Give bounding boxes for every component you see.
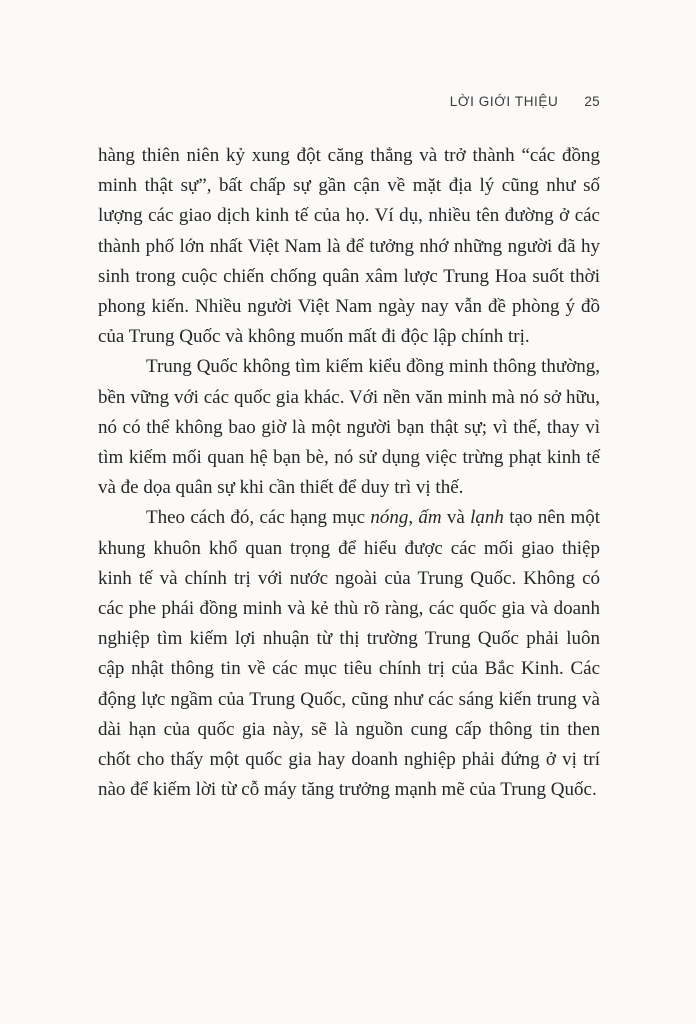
term-lanh: lạnh	[470, 507, 504, 529]
term-am: ấm	[418, 507, 442, 529]
paragraph-3-text-2: tạo nên một khung khuôn khổ quan trọng để hiểu được các mối giao thiệp kinh tế và chính trị với nước ngoài của Trung Quốc. Không có các phe phái đồng minh và kẻ thù rõ ràng, các quốc gia và doanh nghiệp tìm kiếm lợi nhuận từ thị trường Trung Quốc phải luôn cập nhật thông tin về các mục tiêu chính trị của Bắc Kinh. Các động lực ngầm của Trung Quốc, cũng như các sáng kiến trung và dài hạn của quốc gia này, sẽ là nguồn cung cấp thông tin then chốt cho thấy một quốc gia hay doanh nghiệp phải đứng ở vị trí nào để kiếm lời từ cỗ máy tăng trưởng mạnh mẽ của Trung Quốc.	[98, 507, 600, 801]
paragraph-3-sep-2: và	[441, 507, 471, 529]
paragraph-3	[98, 503, 600, 805]
page-number: 25	[584, 94, 600, 109]
page-body	[98, 141, 600, 805]
running-title: LỜI GIỚI THIỆU	[449, 94, 559, 109]
paragraph-2: Trung Quốc không tìm kiếm kiểu đồng minh thông thường, bền vững với các quốc gia khác. Với nền văn minh mà nó sở hữu, nó có thể không bao giờ là một người bạn thật sự; vì thế, thay vì tìm kiếm mối quan hệ bạn bè, nó sử dụng việc trừng phạt kinh tế và đe dọa quân sự khi cần thiết để duy trì vị thế.	[98, 356, 600, 499]
paragraph-3-sep-1: ,	[408, 507, 419, 529]
paragraph-1: hàng thiên niên kỷ xung đột căng thẳng và trở thành “các đồng minh thật sự”, bất chấp sự gần cận về mặt địa lý cũng như số lượng các giao dịch kinh tế của họ. Ví dụ, nhiều tên đường ở các thành phố lớn nhất Việt Nam là để tưởng nhớ những người đã hy sinh trong cuộc chiến chống quân xâm lược Trung Hoa suốt thời phong kiến. Nhiều người Việt Nam ngày nay vẫn đề phòng ý đồ của Trung Quốc và không muốn mất đi độc lập chính trị.	[98, 145, 600, 348]
paragraph-3-text-1: Theo cách đó, các hạng mục	[146, 507, 371, 529]
term-nong: nóng	[370, 507, 409, 529]
page-header	[450, 94, 600, 109]
